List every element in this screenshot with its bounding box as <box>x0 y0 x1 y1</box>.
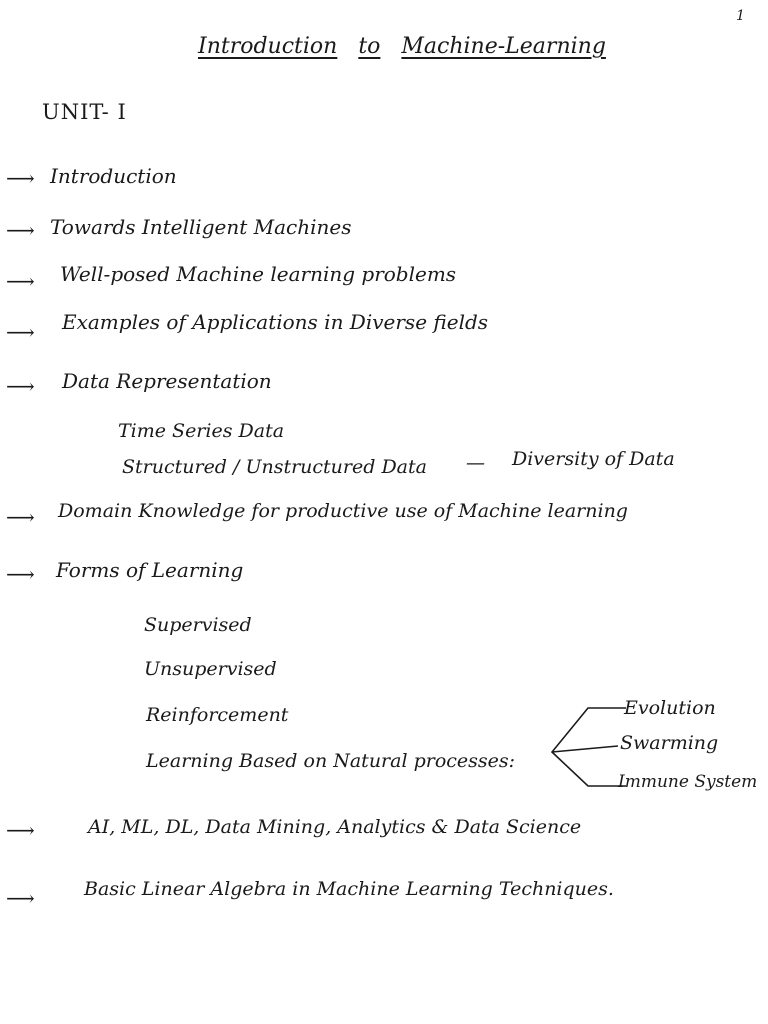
item-examples: Examples of Applications in Diverse fields <box>62 310 489 334</box>
type-natural-processes: Learning Based on Natural processes: <box>146 750 516 772</box>
type-supervised: Supervised <box>144 614 252 636</box>
arrow-icon: ⟶ <box>6 562 35 586</box>
arrow-icon: ⟶ <box>6 886 35 910</box>
branch-brace-icon <box>548 700 628 794</box>
branch-swarming: Swarming <box>620 732 719 754</box>
title-part-machine-learning: Machine-Learning <box>401 34 606 59</box>
item-well-posed: Well-posed Machine learning problems <box>60 262 457 286</box>
arrow-icon: ⟶ <box>6 374 35 398</box>
arrow-icon: ⟶ <box>6 320 35 344</box>
type-reinforcement: Reinforcement <box>146 704 289 726</box>
item-domain-knowledge: Domain Knowledge for productive use of Machine learning <box>58 500 628 522</box>
item-intelligent-machines: Towards Intelligent Machines <box>50 215 352 239</box>
page-number: 1 <box>736 8 745 24</box>
item-ai-ml-dl: AI, ML, DL, Data Mining, Analytics & Data Science <box>88 816 582 838</box>
dash-separator: — <box>466 452 485 474</box>
title-part-to: to <box>358 34 381 59</box>
type-unsupervised: Unsupervised <box>144 658 277 680</box>
item-data-representation: Data Representation <box>62 369 272 393</box>
item-linear-algebra: Basic Linear Algebra in Machine Learning Techniques. <box>84 878 614 900</box>
unit-heading: UNIT- I <box>42 100 127 124</box>
branch-evolution: Evolution <box>624 697 716 719</box>
arrow-icon: ⟶ <box>6 269 35 293</box>
sub-diversity: Diversity of Data <box>512 448 675 470</box>
page-title <box>198 34 606 59</box>
sub-time-series: Time Series Data <box>118 420 285 442</box>
arrow-icon: ⟶ <box>6 166 35 190</box>
item-introduction: Introduction <box>50 164 177 188</box>
sub-structured-unstructured: Structured / Unstructured Data <box>122 456 427 478</box>
title-part-introduction: Introduction <box>198 34 338 59</box>
arrow-icon: ⟶ <box>6 218 35 242</box>
branch-immune-system: Immune System <box>618 772 758 792</box>
arrow-icon: ⟶ <box>6 505 35 529</box>
item-forms-of-learning: Forms of Learning <box>56 558 244 582</box>
arrow-icon: ⟶ <box>6 818 35 842</box>
